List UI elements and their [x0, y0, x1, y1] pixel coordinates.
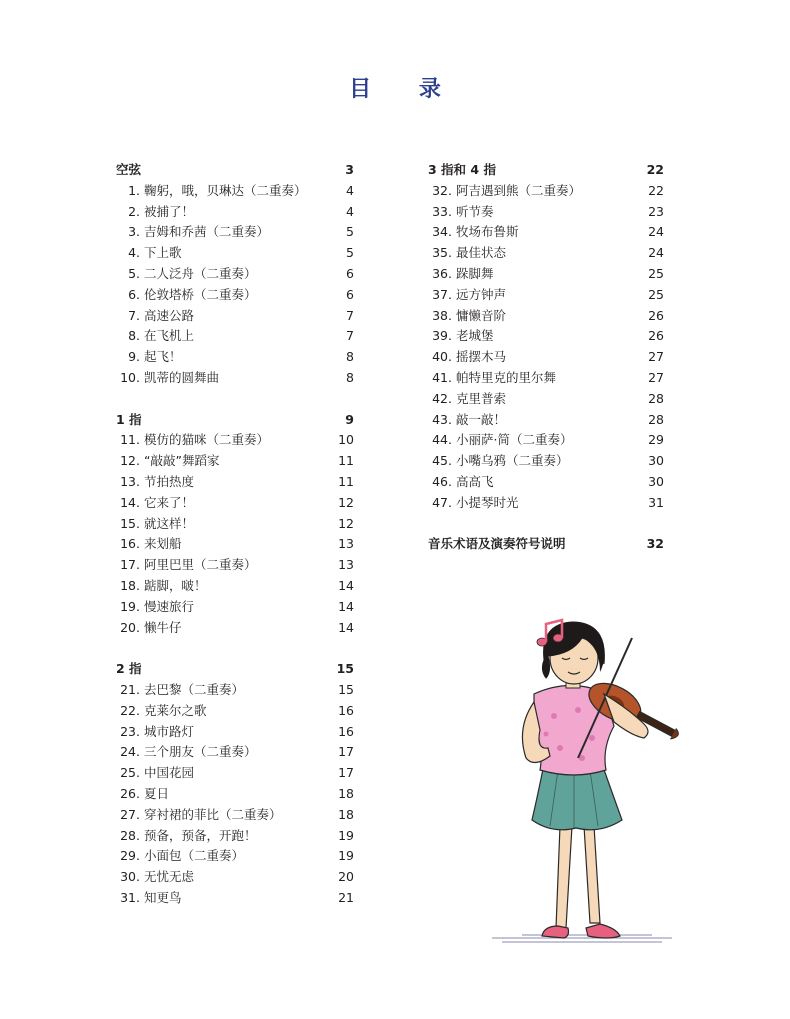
entry-page-number: 25	[648, 286, 664, 302]
entry-title: 克里普索	[456, 390, 507, 406]
entry-page-number: 7	[346, 328, 354, 344]
entry-title: 无忧无虑	[144, 869, 195, 885]
section-title: 音乐术语及演奏符号说明	[428, 536, 566, 552]
entry-page-number: 4	[346, 182, 354, 198]
toc-entry[interactable]	[428, 202, 664, 223]
entry-page-number: 26	[648, 307, 664, 323]
toc-entry[interactable]	[116, 493, 354, 514]
entry-page-number: 15	[338, 681, 354, 697]
entry-number: 10.	[120, 369, 140, 385]
toc-entry[interactable]	[116, 867, 354, 888]
entry-label	[116, 243, 182, 264]
entry-label	[116, 534, 182, 555]
entry-label	[116, 430, 269, 451]
entry-page-number: 28	[648, 390, 664, 406]
entry-number: 43.	[432, 411, 452, 427]
toc-entry[interactable]	[428, 451, 664, 472]
entry-label	[116, 618, 182, 639]
entry-number: 45.	[432, 453, 452, 469]
toc-section	[116, 410, 354, 639]
toc-section	[428, 160, 664, 514]
entry-page-number: 12	[338, 515, 354, 531]
entry-title: 小提琴时光	[456, 494, 519, 510]
entry-number: 26.	[120, 785, 140, 801]
entry-label	[116, 846, 244, 867]
entry-label	[116, 202, 194, 223]
entry-number: 16.	[120, 536, 140, 552]
entry-title: 踮脚，啵！	[144, 577, 207, 593]
entry-title: 被捕了！	[144, 203, 195, 219]
entry-page-number: 14	[338, 619, 354, 635]
toc-section-heading[interactable]	[428, 534, 664, 555]
entry-label	[116, 222, 269, 243]
entry-title: 高高飞	[456, 473, 494, 489]
entry-label	[428, 326, 494, 347]
entry-number: 35.	[432, 245, 452, 261]
entry-page-number: 17	[338, 744, 354, 760]
entry-page-number: 8	[346, 349, 354, 365]
entry-label	[116, 472, 194, 493]
entry-page-number: 11	[338, 473, 354, 489]
section-page-number: 3	[345, 162, 354, 177]
entry-page-number: 11	[338, 453, 354, 469]
toc-entry[interactable]	[428, 285, 664, 306]
entry-number: 3.	[128, 224, 140, 240]
entry-label	[428, 222, 519, 243]
entry-title: 知更鸟	[144, 889, 182, 905]
entry-number: 14.	[120, 494, 140, 510]
entry-page-number: 18	[338, 806, 354, 822]
entry-title: 阿里巴里（二重奏）	[144, 557, 257, 573]
entry-title: 穿衬裙的菲比（二重奏）	[144, 806, 282, 822]
entry-title: 节拍热度	[144, 473, 195, 489]
entry-number: 40.	[432, 349, 452, 365]
toc-entry[interactable]	[116, 534, 354, 555]
entry-number: 34.	[432, 224, 452, 240]
toc-section	[116, 659, 354, 909]
section-page-number: 15	[336, 661, 354, 677]
entry-number: 25.	[120, 765, 140, 781]
entry-page-number: 14	[338, 598, 354, 614]
entry-page-number: 19	[338, 827, 354, 843]
shoes	[542, 924, 620, 938]
entry-label	[116, 742, 257, 763]
toc-entry[interactable]	[428, 389, 664, 410]
entry-label	[116, 826, 257, 847]
entry-title: 就这样！	[144, 515, 195, 531]
entry-page-number: 31	[648, 494, 664, 510]
entry-page-number: 28	[648, 411, 664, 427]
toc-left-column	[116, 160, 354, 929]
entry-page-number: 16	[338, 723, 354, 739]
section-title: 1 指	[116, 411, 142, 427]
toc-entry[interactable]	[116, 555, 354, 576]
entry-label	[428, 389, 506, 410]
entry-number: 42.	[432, 390, 452, 406]
toc-entry[interactable]	[116, 181, 354, 202]
toc-entry[interactable]	[116, 285, 354, 306]
toc-section	[428, 534, 664, 555]
entry-title: 小面包（二重奏）	[144, 848, 245, 864]
entry-title: 起飞！	[144, 349, 182, 365]
entry-page-number: 8	[346, 369, 354, 385]
entry-label	[116, 888, 182, 909]
entry-title: 城市路灯	[144, 723, 195, 739]
entry-number: 1.	[128, 182, 140, 198]
toc-entry[interactable]	[428, 306, 664, 327]
toc-entry[interactable]	[116, 742, 354, 763]
entry-number: 12.	[120, 453, 140, 469]
entry-label	[116, 701, 207, 722]
entry-title: 听节奏	[456, 203, 494, 219]
toc-entry[interactable]	[116, 680, 354, 701]
entry-page-number: 24	[648, 245, 664, 261]
entry-label	[428, 264, 494, 285]
entry-label	[428, 410, 506, 431]
entry-page-number: 12	[338, 494, 354, 510]
entry-label	[116, 451, 219, 472]
toc-entry[interactable]	[428, 410, 664, 431]
legs	[556, 826, 600, 928]
entry-number: 30.	[120, 869, 140, 885]
entry-label	[116, 347, 182, 368]
entry-number: 37.	[432, 286, 452, 302]
entry-page-number: 30	[648, 473, 664, 489]
entry-number: 4.	[128, 245, 140, 261]
toc-entry[interactable]	[428, 472, 664, 493]
entry-page-number: 5	[346, 224, 354, 240]
entry-label	[428, 202, 494, 223]
toc-entry[interactable]	[116, 618, 354, 639]
toc-section	[116, 160, 354, 389]
entry-title: 克莱尔之歌	[144, 702, 207, 718]
entry-label	[116, 763, 194, 784]
entry-page-number: 6	[346, 286, 354, 302]
entry-label	[116, 181, 307, 202]
toc-entry[interactable]	[428, 181, 664, 202]
toc-entry[interactable]	[116, 430, 354, 451]
entry-title: 高速公路	[144, 307, 195, 323]
toc-entry[interactable]	[116, 763, 354, 784]
entry-number: 17.	[120, 557, 140, 573]
entry-number: 13.	[120, 473, 140, 489]
entry-number: 47.	[432, 494, 452, 510]
toc-entry[interactable]	[116, 472, 354, 493]
entry-page-number: 20	[338, 869, 354, 885]
entry-label	[116, 722, 194, 743]
entry-page-number: 14	[338, 577, 354, 593]
entry-page-number: 26	[648, 328, 664, 344]
toc-entry[interactable]	[428, 326, 664, 347]
entry-title: 慵懒音阶	[456, 307, 507, 323]
toc-section-heading[interactable]	[116, 160, 354, 181]
entry-number: 46.	[432, 473, 452, 489]
toc-entry[interactable]	[116, 451, 354, 472]
toc-entry[interactable]	[116, 347, 354, 368]
entry-page-number: 17	[338, 765, 354, 781]
entry-number: 39.	[432, 328, 452, 344]
entry-number: 23.	[120, 723, 140, 739]
entry-number: 31.	[120, 889, 140, 905]
entry-label	[116, 514, 194, 535]
entry-title: 最佳状态	[456, 245, 507, 261]
entry-number: 11.	[120, 432, 140, 448]
toc-entry[interactable]	[116, 326, 354, 347]
toc-entry[interactable]	[428, 264, 664, 285]
entry-title: “敲敲”舞蹈家	[144, 453, 220, 469]
entry-number: 27.	[120, 806, 140, 822]
entry-page-number: 18	[338, 785, 354, 801]
entry-page-number: 19	[338, 848, 354, 864]
entry-page-number: 7	[346, 307, 354, 323]
entry-number: 8.	[128, 328, 140, 344]
entry-label	[116, 680, 244, 701]
entry-title: 懒牛仔	[144, 619, 182, 635]
entry-label	[116, 264, 257, 285]
entry-title: 它来了！	[144, 494, 195, 510]
entry-number: 20.	[120, 619, 140, 635]
entry-title: 远方钟声	[456, 286, 507, 302]
entry-label	[428, 285, 506, 306]
entry-label	[116, 493, 194, 514]
toc-entry[interactable]	[428, 243, 664, 264]
toc-entry[interactable]	[116, 264, 354, 285]
entry-label	[116, 368, 219, 389]
toc-entry[interactable]	[116, 888, 354, 909]
entry-number: 41.	[432, 369, 452, 385]
toc-section-heading[interactable]	[116, 410, 354, 431]
entry-title: 二人泛舟（二重奏）	[144, 265, 257, 281]
toc-entry[interactable]	[428, 368, 664, 389]
entry-number: 9.	[128, 349, 140, 365]
section-title: 空弦	[116, 162, 142, 177]
entry-page-number: 16	[338, 702, 354, 718]
toc-entry[interactable]	[116, 514, 354, 535]
section-page-number: 22	[646, 162, 664, 177]
toc-entry[interactable]	[116, 576, 354, 597]
entry-number: 19.	[120, 598, 140, 614]
entry-title: 在飞机上	[144, 328, 195, 344]
entry-number: 2.	[128, 203, 140, 219]
toc-entry[interactable]	[116, 222, 354, 243]
entry-title: 小丽萨·简（二重奏）	[456, 432, 573, 448]
entry-label	[428, 430, 572, 451]
entry-title: 慢速旅行	[144, 598, 195, 614]
entry-page-number: 10	[338, 432, 354, 448]
entry-number: 5.	[128, 265, 140, 281]
entry-title: 中国花园	[144, 765, 195, 781]
entry-title: 三个朋友（二重奏）	[144, 744, 257, 760]
entry-number: 7.	[128, 307, 140, 323]
entry-title: 去巴黎（二重奏）	[144, 681, 245, 697]
section-page-number: 9	[345, 411, 354, 427]
entry-number: 18.	[120, 577, 140, 593]
toc-entry[interactable]	[116, 805, 354, 826]
entry-number: 6.	[128, 286, 140, 302]
entry-title: 凯蒂的圆舞曲	[144, 369, 220, 385]
section-page-number: 32	[646, 536, 664, 552]
entry-page-number: 29	[648, 432, 664, 448]
entry-number: 15.	[120, 515, 140, 531]
toc-entry[interactable]	[428, 430, 664, 451]
entry-title: 伦敦塔桥（二重奏）	[144, 286, 257, 302]
entry-title: 鞠躬，哦，贝琳达（二重奏）	[144, 182, 307, 198]
entry-label	[428, 306, 506, 327]
entry-label	[116, 306, 194, 327]
entry-label	[116, 805, 282, 826]
toc-entry[interactable]	[116, 784, 354, 805]
entry-title: 跺脚舞	[456, 265, 494, 281]
entry-page-number: 5	[346, 245, 354, 261]
entry-title: 模仿的猫咪（二重奏）	[144, 432, 270, 448]
entry-label	[116, 555, 257, 576]
entry-number: 24.	[120, 744, 140, 760]
entry-title: 阿吉遇到熊（二重奏）	[456, 182, 582, 198]
page-title: 目 录	[349, 76, 461, 102]
entry-title: 牧场布鲁斯	[456, 224, 519, 240]
toc-entry[interactable]	[428, 222, 664, 243]
entry-label	[116, 285, 257, 306]
entry-number: 21.	[120, 681, 140, 697]
entry-title: 预备，预备，开跑！	[144, 827, 257, 843]
toc-entry[interactable]	[116, 826, 354, 847]
entry-page-number: 27	[648, 349, 664, 365]
entry-label	[116, 326, 194, 347]
entry-label	[428, 451, 569, 472]
toc-right-column	[428, 160, 664, 576]
entry-page-number: 4	[346, 203, 354, 219]
toc-entry[interactable]	[116, 722, 354, 743]
entry-title: 来划船	[144, 536, 182, 552]
toc-entry[interactable]	[116, 597, 354, 618]
entry-number: 22.	[120, 702, 140, 718]
toc-entry[interactable]	[116, 846, 354, 867]
floor-shadow	[492, 935, 672, 942]
entry-number: 33.	[432, 203, 452, 219]
toc-entry[interactable]	[116, 243, 354, 264]
entry-label	[428, 181, 581, 202]
entry-number: 32.	[432, 182, 452, 198]
entry-label	[428, 368, 556, 389]
entry-title: 吉姆和乔茜（二重奏）	[144, 224, 270, 240]
toc-entry[interactable]	[116, 368, 354, 389]
entry-title: 摇摆木马	[456, 349, 507, 365]
toc-entry[interactable]	[116, 306, 354, 327]
section-title: 3 指和 4 指	[428, 162, 496, 177]
entry-number: 38.	[432, 307, 452, 323]
entry-label	[116, 784, 169, 805]
entry-page-number: 24	[648, 224, 664, 240]
violin-girl-illustration	[482, 598, 692, 948]
entry-number: 28.	[120, 827, 140, 843]
entry-label	[116, 576, 207, 597]
entry-title: 帕特里克的里尔舞	[456, 369, 557, 385]
entry-title: 夏日	[144, 785, 170, 801]
entry-number: 29.	[120, 848, 140, 864]
toc-entry[interactable]	[116, 202, 354, 223]
toc-section-heading[interactable]	[116, 659, 354, 680]
entry-label	[428, 472, 494, 493]
entry-title: 敲一敲！	[456, 411, 507, 427]
section-title: 2 指	[116, 661, 142, 677]
entry-page-number: 30	[648, 453, 664, 469]
entry-number: 44.	[432, 432, 452, 448]
entry-label	[116, 597, 194, 618]
entry-page-number: 27	[648, 369, 664, 385]
toc-section-heading[interactable]	[428, 160, 664, 181]
entry-page-number: 25	[648, 265, 664, 281]
entry-label	[428, 347, 506, 368]
entry-label	[428, 493, 519, 514]
toc-entry[interactable]	[428, 347, 664, 368]
entry-title: 老城堡	[456, 328, 494, 344]
entry-page-number: 13	[338, 536, 354, 552]
entry-title: 下上歌	[144, 245, 182, 261]
entry-page-number: 13	[338, 557, 354, 573]
entry-page-number: 6	[346, 265, 354, 281]
entry-page-number: 22	[648, 182, 664, 198]
toc-entry[interactable]	[116, 701, 354, 722]
entry-label	[116, 867, 194, 888]
entry-page-number: 21	[338, 889, 354, 905]
entry-title: 小嘴乌鸦（二重奏）	[456, 453, 569, 469]
toc-entry[interactable]	[428, 493, 664, 514]
entry-number: 36.	[432, 265, 452, 281]
entry-label	[428, 243, 506, 264]
entry-page-number: 23	[648, 203, 664, 219]
